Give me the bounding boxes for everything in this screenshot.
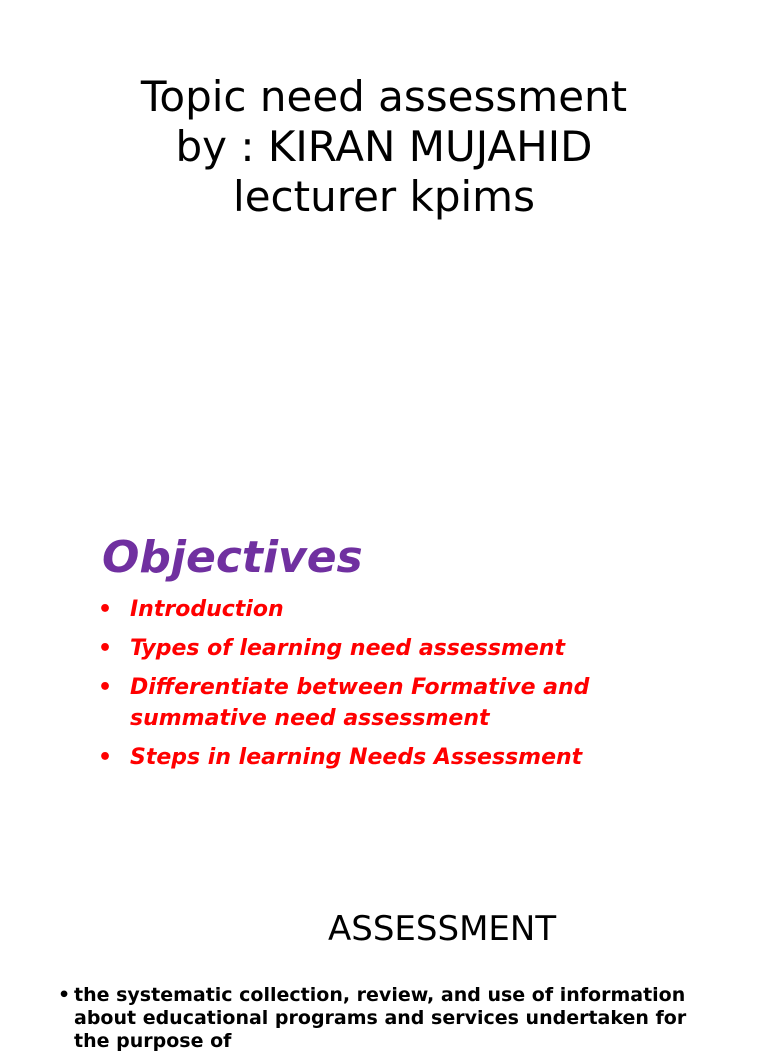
bullet-icon: • [58, 984, 71, 1006]
assessment-slide [0, 880, 768, 1052]
bullet-icon: • [98, 636, 113, 661]
title-slide [0, 0, 768, 480]
objective-item-types [98, 633, 658, 664]
objective-item-steps [98, 742, 658, 773]
objective-item-label: Types of learning need assessment [130, 636, 565, 661]
bullet-icon: • [98, 597, 113, 622]
objective-item-label: Differentiate between Formative and summative need assessment [130, 675, 590, 731]
objective-item-label: Steps in learning Needs Assessment [130, 745, 583, 770]
assessment-definition [58, 984, 698, 1053]
objectives-slide [0, 480, 768, 880]
assessment-heading: ASSESSMENT [328, 909, 557, 949]
objectives-heading: Objectives [102, 532, 363, 583]
objective-item-label: Introduction [130, 597, 284, 622]
objective-item-differentiate [98, 672, 658, 734]
bullet-icon: • [98, 745, 113, 770]
objective-item-introduction [98, 594, 658, 625]
assessment-definition-text: the systematic collection, review, and use of information about educational programs and services undertaken for the purpose of [74, 984, 687, 1052]
title-line-topic: Topic need assessment [140, 72, 628, 121]
objectives-list [98, 594, 658, 781]
bullet-icon: • [98, 675, 113, 700]
slide-title [0, 72, 768, 222]
title-line-author: by : KIRAN MUJAHID [175, 122, 593, 171]
title-line-role: lecturer kpims [233, 172, 535, 221]
